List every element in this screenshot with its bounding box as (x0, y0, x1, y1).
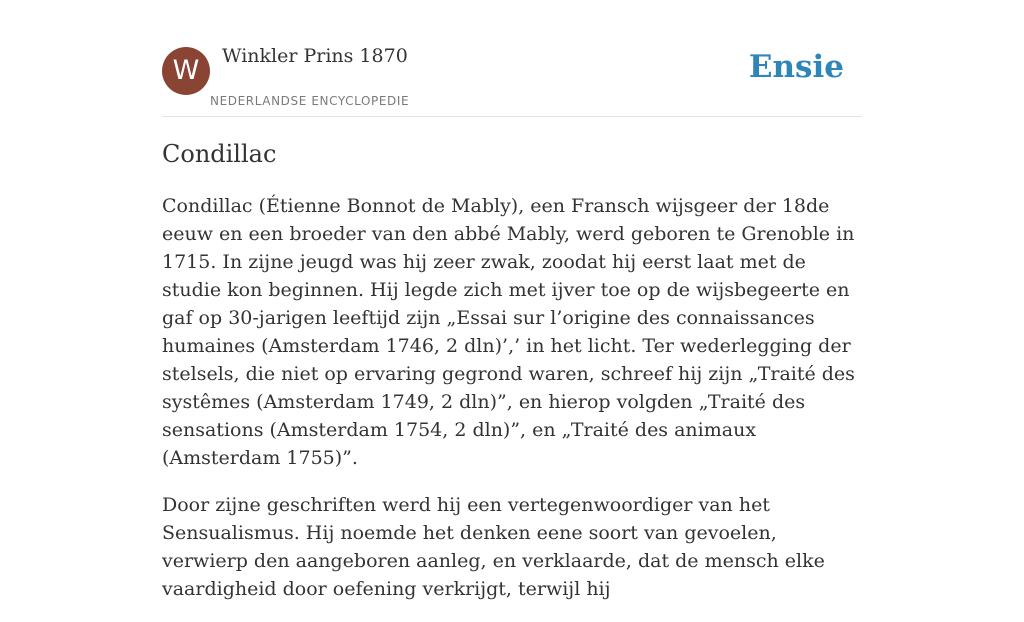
source-subtitle: NEDERLANDSE ENCYCLOPEDIE (210, 94, 410, 108)
page-container (162, 0, 862, 600)
article-paragraph: Condillac (Étienne Bonnot de Mably), een Fransch wijsgeer der 18de eeuw en een broeder van den abbé Mably, werd geboren te Grenoble in 1715. In zijne jeugd was hij zeer zwak, zoodat hij eerst laat met de studie kon beginnen. Hij legde zich met ijver toe op de wijsbegeerte en gaf op 30-jarigen leeftijd zijn „Essai sur l’origine des connaissances humaines (Amsterdam 1746, 2 dln)’,’ in het licht. Ter wederlegging der stelsels, die niet op ervaring gegrond waren, schreef hij zijn „Traité des systêmes (Amsterdam 1749, 2 dln)”, en hierop volgden „Traité des sensations (Amsterdam 1754, 2 dln)”, en „Traité des animaux (Amsterdam 1755)”. (162, 195, 855, 469)
article-body (162, 192, 862, 622)
article-paragraph: Door zijne geschriften werd hij een vertegenwoordiger van het Sensualismus. Hij noemde het denken eene soort van gevoelen, verwierp den aangeboren aanleg, en verklaarde, dat de mensch elke vaardigheid door oefening verkrijgt, terwijl hij (162, 494, 825, 600)
ensie-logo[interactable]: Ensie (748, 49, 844, 85)
entry-title: Condillac (162, 140, 277, 168)
source-title-link[interactable]: Winkler Prins 1870 (222, 45, 408, 67)
source-avatar[interactable]: W (162, 47, 210, 95)
source-header (162, 0, 862, 117)
